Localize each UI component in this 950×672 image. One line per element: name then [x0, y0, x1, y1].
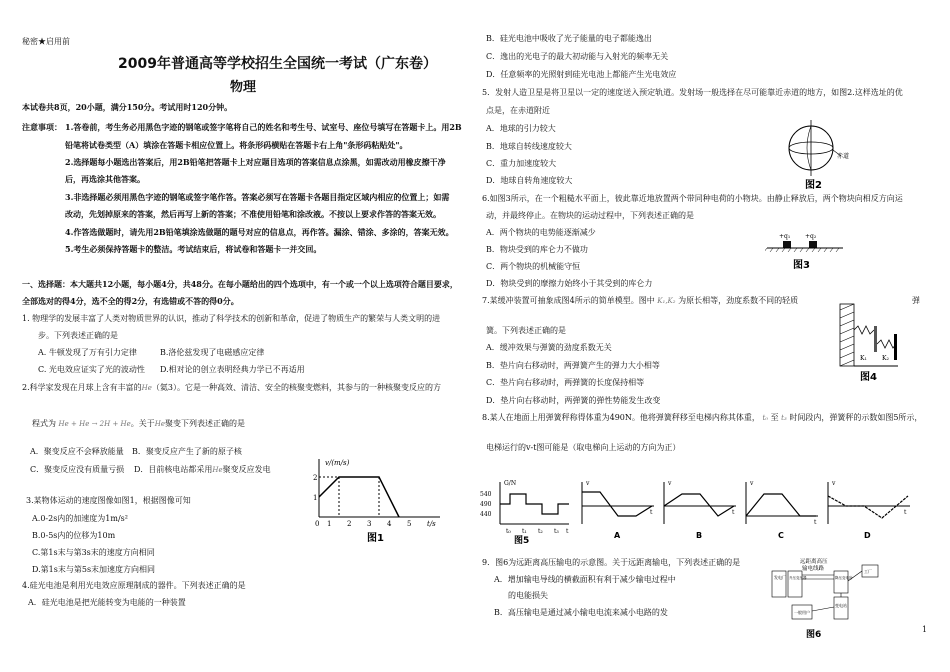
q8-stem: 8.某人在地面上用弹簧秤称得体重为490N。他将弹簧秤移至电梯内称其体重， t₀ 至 t₃ 时间段内，弹簧秤的示数如图5所示， — [482, 413, 923, 422]
force-time-graph — [480, 480, 569, 544]
q7-option-c: C．垫片向右移动时，两弹簧的长度保持相等 — [486, 378, 645, 387]
subject-title: 物理 — [230, 80, 257, 95]
q7-stem: 7.某缓冲装置可抽象成图4所示的简单模型。图中 K₁,K₂ 为原长相等，劲度系数不同的轻质 — [482, 296, 799, 305]
formula-reaction: He + He → 2H + He — [58, 420, 131, 428]
svg-text:A: A — [614, 531, 621, 540]
y-tick-label: 1 — [313, 494, 318, 502]
formula-he3: He — [154, 420, 166, 428]
svg-text:t: t — [904, 509, 907, 516]
svg-text:一般用户: 一般用户 — [794, 610, 810, 615]
figure-caption: 图2 — [805, 180, 822, 190]
figure-caption: 图4 — [860, 372, 877, 383]
spring-k1-label: K₁ — [860, 355, 867, 362]
q6-option-a: A．两个物块的电势能逐渐减少 — [486, 228, 596, 237]
svg-text:t₂: t₂ — [538, 528, 543, 535]
q6-option-b: B．物块受到的库仑力不做功 — [486, 245, 588, 254]
confidential-mark: 秘密★启用前 — [22, 37, 70, 46]
exam-title: 2009年普通高等学校招生全国统一考试（广东卷） — [118, 56, 437, 72]
q1-option-c: C. 光电效应证实了光的波动性 — [38, 365, 145, 374]
note-line: 铅笔将试卷类型（A）填涂在答题卡相应位置上。将条形码横贴在答题卡右上角"条形码粘贴处"。 — [65, 140, 408, 150]
q5-option-a: A．地球的引力较大 — [486, 124, 556, 133]
svg-text:t₃: t₃ — [554, 528, 559, 535]
q1-stem: 1. 物理学的发展丰富了人类对物质世界的认识，推动了科学技术的创新和革命，促进了物质生产的繁荣与人类文明的进 — [22, 314, 441, 323]
svg-text:440: 440 — [480, 511, 492, 518]
option-graph-b — [664, 480, 736, 540]
y-tick-label: 2 — [313, 474, 318, 482]
note-line: 改动，先划掉原来的答案，然后再写上新的答案；不准使用铅笔和涂改液。不按以上要求作答的答案无效。 — [65, 209, 441, 219]
q5-option-d: D．地球自转角速度较大 — [486, 176, 573, 185]
section-heading: 全部选对的得4分，选不全的得2分，有选错或不答的得0分。 — [22, 296, 239, 306]
figure-3 — [765, 228, 845, 276]
q3-option-d: D.第1s末与第5s末加速度方向相同 — [32, 565, 156, 574]
q4-option-c: C．逸出的光电子的最大初动能与入射光的频率无关 — [486, 52, 669, 61]
q5-stem: 5．发射人造卫星是将卫星以一定的速度送入预定轨道。发射场一般选择在尽可能靠近赤道的地方，如图2.这样选址的优 — [482, 88, 903, 97]
note-line: 2.选择题每小题选出答案后，用2B铅笔把答题卡上对应题目选项的答案信息点涂黑，如需改动用橡皮擦干净 — [65, 157, 446, 167]
svg-text:490: 490 — [480, 501, 492, 508]
svg-text:升压变压器: 升压变压器 — [789, 576, 807, 580]
svg-text:输电线路: 输电线路 — [802, 566, 825, 572]
q1-option-b: B.洛伦兹发现了电磁感应定律 — [160, 348, 265, 357]
q6-option-d: D．物块受到的摩擦力始终小于其受到的库仑力 — [486, 279, 653, 288]
page-number: 1 — [922, 625, 928, 634]
q6-stem: 动，并最终停止。在物块的运动过程中，下列表述正确的是 — [486, 211, 694, 220]
svg-text:工厂: 工厂 — [864, 569, 872, 574]
velocity-graph-line — [319, 477, 399, 517]
note-line: 3.非选择题必须用黑色字迹的钢笔或签字笔作答。答案必须写在答题卡各题目指定区域内相应的位置上；如需 — [65, 192, 450, 202]
q1-stem: 步。下列表述正确的是 — [38, 331, 118, 340]
q4-option-b: B．硅光电池中吸收了光子能量的电子都能逸出 — [486, 34, 652, 43]
figure-2 — [775, 118, 855, 190]
q2-option-c: C．聚变反应没有质量亏损 — [30, 465, 125, 474]
q2-option-a: A．聚变反应不会释放能量 — [30, 447, 124, 456]
x-axis-label: t/s — [427, 520, 436, 528]
q9-option-b: B．高压输电是通过减小输电电流来减小电路的发 — [494, 608, 668, 617]
svg-text:t: t — [566, 528, 569, 535]
svg-text:540: 540 — [480, 491, 492, 498]
svg-text:v: v — [668, 480, 672, 487]
svg-text:降压变电所: 降压变电所 — [835, 576, 853, 580]
q1-option-a: A. 牛顿发现了万有引力定律 — [38, 348, 137, 357]
q9-stem: 9．图6为远距离高压输电的示意图。关于远距离输电，下列表述正确的是 — [482, 558, 741, 567]
notes-label: 注意事项： — [22, 122, 62, 132]
svg-text:t₁: t₁ — [522, 528, 527, 535]
x-tick-label: 2 — [347, 520, 352, 528]
charge-label: +q₁ — [779, 233, 791, 240]
q7-stem: 弹 — [912, 296, 920, 305]
note-line: 4.作答选做题时，请先用2B铅笔填涂选做题的题号对应的信息点，再作答。漏涂、错涂、多涂的，答案无效。 — [65, 227, 454, 237]
svg-text:发电厂: 发电厂 — [774, 575, 786, 580]
y-axis-label: v/(m/s) — [325, 459, 350, 467]
svg-text:t: t — [814, 519, 817, 526]
q1-option-d: D.相对论的创立表明经典力学已不再适用 — [160, 365, 305, 374]
figure-1 — [305, 455, 445, 545]
q2-stem: 2.科学家发现在月球上含有丰富的He（氦3）。它是一种高效、清洁、安全的核聚变燃料，其参与的一种核聚变反应的方 — [22, 383, 441, 392]
q2-option-d: D．目前核电站都采用He聚变反应发电 — [134, 465, 271, 474]
svg-text:v: v — [586, 480, 590, 487]
q7-option-a: A．缓冲效果与弹簧的劲度系数无关 — [486, 343, 612, 352]
svg-text:t: t — [732, 509, 735, 516]
figure-caption: 图1 — [367, 533, 384, 544]
q8-stem: 电梯运行的v-t图可能是（取电梯向上运动的方向为正） — [486, 443, 681, 452]
q5-option-b: B．地球自转线速度较大 — [486, 142, 572, 151]
charge-label: +q₂ — [805, 233, 817, 240]
svg-text:远距离高压: 远距离高压 — [800, 559, 828, 565]
x-tick-label: 5 — [407, 520, 412, 528]
q9-option-a: A．增加输电导线的横截面积有利于减少输电过程中 — [494, 575, 676, 584]
q4-stem: 4.硅光电池是利用光电效应原理制成的器件。下列表述正确的是 — [22, 581, 246, 590]
svg-text:v: v — [832, 480, 836, 487]
x-tick-label: 1 — [327, 520, 332, 528]
option-graph-a — [582, 480, 654, 540]
equator-label: 赤道 — [837, 153, 850, 160]
figure-caption: 图3 — [793, 260, 810, 271]
q5-option-c: C．重力加速度较大 — [486, 159, 557, 168]
svg-text:B: B — [696, 531, 703, 540]
q3-option-b: B.0-5s内的位移为10m — [32, 531, 116, 540]
q6-stem: 6.如图3所示，在一个粗糙水平面上，彼此靠近地放置两个带同种电荷的小物块。由静止释放后，两个物块向相反方向运 — [482, 194, 903, 203]
q7-option-d: D．垫片向右移动时，两弹簧的弹性势能发生改变 — [486, 396, 661, 405]
figure-caption: 图5 — [514, 536, 530, 544]
q3-stem: 3.某物体运动的速度图像如图1，根据图像可知 — [26, 496, 191, 505]
svg-text:C: C — [778, 531, 784, 540]
svg-text:v: v — [750, 480, 754, 487]
svg-text:G/N: G/N — [504, 480, 517, 487]
q4-option-a: A．硅光电池是把光能转变为电能的一种装置 — [28, 598, 186, 607]
q3-option-c: C.第1s末与第3s末的速度方向相同 — [32, 548, 155, 557]
q5-stem: 点是，在赤道附近 — [486, 106, 550, 115]
note-line: 后，再选涂其他答案。 — [65, 174, 145, 184]
section-heading: 一、选择题：本大题共12小题，每小题4分，共48分。在每小题给出的四个选项中，有一个或一个以上选项符合题目要求， — [22, 279, 458, 289]
q2-option-b: B．聚变反应产生了新的原子核 — [132, 447, 242, 456]
exam-info: 本试卷共8页，20小题，满分150分。考试用时120分钟。 — [22, 102, 233, 112]
x-tick-label: 3 — [367, 520, 372, 528]
q2-stem: 程式为 He + He → 2H + He。关于He聚变下列表述正确的是 — [32, 419, 246, 428]
formula-he3: He — [141, 384, 152, 392]
q9-option-a-cont: 的电能损失 — [508, 591, 548, 600]
q7-stem: 簧。下列表述正确的是 — [486, 326, 566, 335]
spring-constants: K₁,K₂ — [657, 297, 676, 305]
svg-text:D: D — [864, 531, 871, 540]
option-graph-c — [746, 480, 818, 540]
x-tick-label: 4 — [387, 520, 392, 528]
figure-6 — [770, 555, 890, 641]
q6-option-c: C．两个物块的机械能守恒 — [486, 262, 581, 271]
note-line: 1.答卷前，考生务必用黑色字迹的钢笔或签字笔将自己的姓名和考生号、试室号、座位号填写在答题卡上。用2B — [65, 122, 462, 132]
spring-k2-label: K₂ — [882, 355, 889, 362]
svg-text:t₀: t₀ — [506, 528, 511, 535]
figure-4 — [838, 300, 898, 384]
q3-option-a: A.0-2s内的加速度为1m/s² — [32, 514, 128, 523]
q7-option-b: B．垫片向右移动时，两弹簧产生的弹力大小相等 — [486, 361, 660, 370]
x-tick-label: 0 — [315, 520, 320, 528]
svg-text:变电站: 变电站 — [835, 603, 847, 608]
figure-caption: 图6 — [806, 630, 822, 640]
note-line: 5.考生必须保持答题卡的整洁。考试结束后，将试卷和答题卡一并交回。 — [65, 244, 322, 254]
figure-5 — [474, 476, 914, 544]
option-graph-d — [828, 480, 910, 540]
q4-option-d: D．任意频率的光照射到硅光电池上都能产生光电效应 — [486, 70, 677, 79]
svg-text:t: t — [650, 509, 653, 516]
